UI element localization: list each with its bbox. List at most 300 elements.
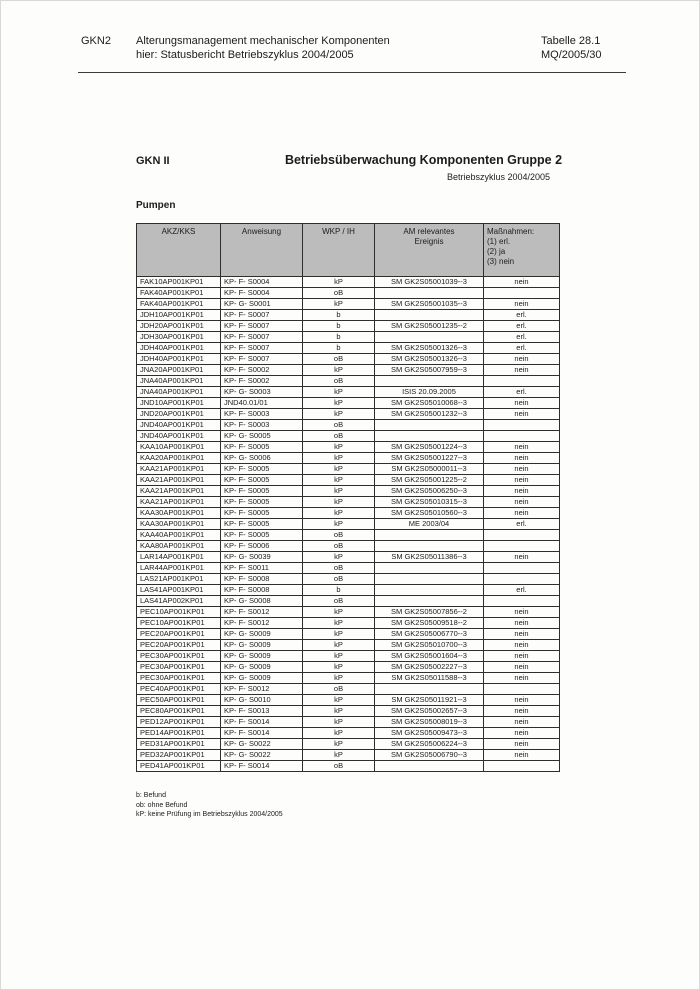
header-rule bbox=[78, 72, 626, 73]
cell-am-ereignis: SM GK2S05009473--3 bbox=[375, 728, 484, 739]
cell-wkp-ih: oB bbox=[303, 288, 375, 299]
table-row bbox=[137, 629, 560, 640]
cell-wkp-ih: oB bbox=[303, 574, 375, 585]
cell-anweisung: KP- F- S0003 bbox=[221, 409, 303, 420]
cell-akz-kks: KAA21AP001KP01 bbox=[137, 486, 221, 497]
pump-table-body bbox=[137, 277, 560, 772]
cell-akz-kks: LAS41AP002KP01 bbox=[137, 596, 221, 607]
cell-wkp-ih: kP bbox=[303, 409, 375, 420]
cell-massnahme: nein bbox=[484, 354, 560, 365]
cell-am-ereignis bbox=[375, 563, 484, 574]
cell-anweisung: KP- F- S0005 bbox=[221, 442, 303, 453]
cell-massnahme: nein bbox=[484, 739, 560, 750]
cell-akz-kks: PEC30AP001KP01 bbox=[137, 662, 221, 673]
header-massnahmen bbox=[484, 224, 560, 277]
cell-massnahme bbox=[484, 596, 560, 607]
cell-massnahme: nein bbox=[484, 299, 560, 310]
cell-massnahme: nein bbox=[484, 706, 560, 717]
header-massnahmen-line4: (3) nein bbox=[487, 257, 515, 266]
cell-am-ereignis: SM GK2S05009518--2 bbox=[375, 618, 484, 629]
table-row bbox=[137, 486, 560, 497]
table-row bbox=[137, 574, 560, 585]
cell-akz-kks: PEC10AP001KP01 bbox=[137, 607, 221, 618]
cell-am-ereignis bbox=[375, 585, 484, 596]
cell-massnahme bbox=[484, 431, 560, 442]
table-row bbox=[137, 321, 560, 332]
cell-wkp-ih: oB bbox=[303, 541, 375, 552]
cell-wkp-ih: oB bbox=[303, 563, 375, 574]
cell-akz-kks: LAS41AP001KP01 bbox=[137, 585, 221, 596]
cell-am-ereignis: SM GK2S05008019--3 bbox=[375, 717, 484, 728]
cell-anweisung: KP- F- S0007 bbox=[221, 343, 303, 354]
cell-akz-kks: PEC20AP001KP01 bbox=[137, 640, 221, 651]
doc-title-line1: Alterungsmanagement mechanischer Komponenten bbox=[136, 35, 390, 47]
cell-am-ereignis: SM GK2S05010315--3 bbox=[375, 497, 484, 508]
table-row bbox=[137, 585, 560, 596]
table-row bbox=[137, 695, 560, 706]
cell-am-ereignis: SM GK2S05001326--3 bbox=[375, 354, 484, 365]
cell-anweisung: KP- G- S0009 bbox=[221, 673, 303, 684]
cell-akz-kks: PED32AP001KP01 bbox=[137, 750, 221, 761]
cell-anweisung: KP- F- S0004 bbox=[221, 288, 303, 299]
cell-anweisung: KP- F- S0007 bbox=[221, 310, 303, 321]
header-anweisung: Anweisung bbox=[221, 224, 303, 277]
cell-massnahme: nein bbox=[484, 695, 560, 706]
cell-am-ereignis bbox=[375, 431, 484, 442]
cell-am-ereignis: SM GK2S05001224--3 bbox=[375, 442, 484, 453]
cell-akz-kks: KAA20AP001KP01 bbox=[137, 453, 221, 464]
cell-am-ereignis: SM GK2S05000011--3 bbox=[375, 464, 484, 475]
cell-massnahme: nein bbox=[484, 409, 560, 420]
header-massnahmen-line3: (2) ja bbox=[487, 247, 506, 256]
cell-anweisung: KP- G- S0006 bbox=[221, 453, 303, 464]
cell-am-ereignis bbox=[375, 288, 484, 299]
table-row bbox=[137, 508, 560, 519]
doc-code: GKN2 bbox=[81, 35, 111, 47]
cell-am-ereignis: SM GK2S05002227--3 bbox=[375, 662, 484, 673]
cell-anweisung: KP- F- S0007 bbox=[221, 354, 303, 365]
cell-akz-kks: JNA20AP001KP01 bbox=[137, 365, 221, 376]
cell-am-ereignis: SM GK2S05001227--3 bbox=[375, 453, 484, 464]
cell-wkp-ih: oB bbox=[303, 761, 375, 772]
table-ref: Tabelle 28.1 bbox=[541, 35, 601, 47]
cell-wkp-ih: kP bbox=[303, 739, 375, 750]
table-row bbox=[137, 728, 560, 739]
table-row bbox=[137, 618, 560, 629]
cell-akz-kks: KAA21AP001KP01 bbox=[137, 464, 221, 475]
cell-massnahme bbox=[484, 376, 560, 387]
cell-akz-kks: LAS21AP001KP01 bbox=[137, 574, 221, 585]
cell-am-ereignis: SM GK2S05006250--3 bbox=[375, 486, 484, 497]
cell-anweisung: KP- F- S0003 bbox=[221, 420, 303, 431]
footnote-b: b: Befund bbox=[136, 792, 166, 799]
cell-anweisung: KP- G- S0001 bbox=[221, 299, 303, 310]
table-row bbox=[137, 673, 560, 684]
cell-am-ereignis: SM GK2S05001035--3 bbox=[375, 299, 484, 310]
cell-akz-kks: LAR14AP001KP01 bbox=[137, 552, 221, 563]
footnote-kp: kP: keine Prüfung im Betriebszyklus 2004/2005 bbox=[136, 811, 283, 818]
cell-wkp-ih: b bbox=[303, 343, 375, 354]
cell-anweisung: KP- F- S0012 bbox=[221, 684, 303, 695]
table-row bbox=[137, 596, 560, 607]
table-row bbox=[137, 475, 560, 486]
cell-anweisung: KP- F- S0005 bbox=[221, 464, 303, 475]
header-massnahmen-line1: Maßnahmen: bbox=[487, 227, 535, 236]
table-row bbox=[137, 310, 560, 321]
cell-akz-kks: PEC40AP001KP01 bbox=[137, 684, 221, 695]
cell-massnahme: nein bbox=[484, 365, 560, 376]
header-row bbox=[137, 224, 560, 277]
cell-massnahme: erl. bbox=[484, 519, 560, 530]
table-row bbox=[137, 442, 560, 453]
cell-massnahme: erl. bbox=[484, 585, 560, 596]
footnote-ob: ob: ohne Befund bbox=[136, 801, 188, 809]
cell-anweisung: KP- F- S0014 bbox=[221, 761, 303, 772]
cell-wkp-ih: kP bbox=[303, 706, 375, 717]
cell-anweisung: KP- F- S0007 bbox=[221, 321, 303, 332]
cell-akz-kks: PEC20AP001KP01 bbox=[137, 629, 221, 640]
table-row bbox=[137, 739, 560, 750]
cell-akz-kks: JND40AP001KP01 bbox=[137, 431, 221, 442]
cell-massnahme: nein bbox=[484, 629, 560, 640]
cell-akz-kks: PEC30AP001KP01 bbox=[137, 651, 221, 662]
cell-massnahme bbox=[484, 530, 560, 541]
cell-massnahme: nein bbox=[484, 464, 560, 475]
table-row bbox=[137, 288, 560, 299]
cell-am-ereignis: SM GK2S05010560--3 bbox=[375, 508, 484, 519]
cell-am-ereignis bbox=[375, 530, 484, 541]
cell-anweisung: KP- G- S0008 bbox=[221, 596, 303, 607]
cell-anweisung: KP- F- S0005 bbox=[221, 497, 303, 508]
cell-akz-kks: JDH40AP001KP01 bbox=[137, 343, 221, 354]
table-row bbox=[137, 761, 560, 772]
cell-am-ereignis: SM GK2S05001039--3 bbox=[375, 277, 484, 288]
cell-wkp-ih: kP bbox=[303, 750, 375, 761]
cell-akz-kks: JNA40AP001KP01 bbox=[137, 376, 221, 387]
cell-am-ereignis: SM GK2S05010068--3 bbox=[375, 398, 484, 409]
header-akz-kks: AKZ/KKS bbox=[137, 224, 221, 277]
table-row bbox=[137, 519, 560, 530]
cell-wkp-ih: kP bbox=[303, 486, 375, 497]
cell-wkp-ih: b bbox=[303, 310, 375, 321]
footnotes bbox=[136, 791, 283, 820]
cell-massnahme bbox=[484, 288, 560, 299]
cell-wkp-ih: kP bbox=[303, 651, 375, 662]
cell-massnahme: nein bbox=[484, 442, 560, 453]
cell-massnahme: nein bbox=[484, 607, 560, 618]
cell-wkp-ih: kP bbox=[303, 519, 375, 530]
cell-anweisung: KP- G- S0009 bbox=[221, 651, 303, 662]
cell-akz-kks: FAK40AP001KP01 bbox=[137, 288, 221, 299]
cell-am-ereignis: ME 2003/04 bbox=[375, 519, 484, 530]
cell-wkp-ih: oB bbox=[303, 420, 375, 431]
cell-wkp-ih: kP bbox=[303, 398, 375, 409]
cell-am-ereignis bbox=[375, 332, 484, 343]
cell-wkp-ih: oB bbox=[303, 530, 375, 541]
cell-wkp-ih: kP bbox=[303, 464, 375, 475]
cell-akz-kks: PED31AP001KP01 bbox=[137, 739, 221, 750]
cell-anweisung: KP- G- S0005 bbox=[221, 431, 303, 442]
table-row bbox=[137, 552, 560, 563]
cell-anweisung: KP- F- S0005 bbox=[221, 508, 303, 519]
cell-massnahme: nein bbox=[484, 453, 560, 464]
cell-anweisung: KP- F- S0006 bbox=[221, 541, 303, 552]
cell-wkp-ih: kP bbox=[303, 365, 375, 376]
table-row bbox=[137, 684, 560, 695]
cell-wkp-ih: kP bbox=[303, 629, 375, 640]
cell-am-ereignis: SM GK2S05011386--3 bbox=[375, 552, 484, 563]
header-am-ereignis bbox=[375, 224, 484, 277]
cell-am-ereignis: SM GK2S05011588--3 bbox=[375, 673, 484, 684]
cell-massnahme: nein bbox=[484, 651, 560, 662]
cell-wkp-ih: oB bbox=[303, 684, 375, 695]
cell-massnahme bbox=[484, 761, 560, 772]
table-row bbox=[137, 640, 560, 651]
cell-anweisung: KP- F- S0011 bbox=[221, 563, 303, 574]
section-label-pumpen: Pumpen bbox=[136, 200, 176, 211]
cell-akz-kks: FAK10AP001KP01 bbox=[137, 277, 221, 288]
cell-am-ereignis: SM GK2S05001225--2 bbox=[375, 475, 484, 486]
header-am-line1: AM relevantes bbox=[403, 227, 455, 236]
cell-massnahme bbox=[484, 420, 560, 431]
cell-massnahme: nein bbox=[484, 277, 560, 288]
cell-massnahme: nein bbox=[484, 508, 560, 519]
cell-akz-kks: JND20AP001KP01 bbox=[137, 409, 221, 420]
table-row bbox=[137, 563, 560, 574]
table-row bbox=[137, 497, 560, 508]
plant-name: GKN II bbox=[136, 155, 170, 167]
cell-massnahme: nein bbox=[484, 475, 560, 486]
cell-massnahme: nein bbox=[484, 728, 560, 739]
cell-wkp-ih: b bbox=[303, 332, 375, 343]
table-row bbox=[137, 398, 560, 409]
cell-wkp-ih: kP bbox=[303, 618, 375, 629]
cell-massnahme: nein bbox=[484, 552, 560, 563]
table-row bbox=[137, 706, 560, 717]
header-massnahmen-line2: (1) erl. bbox=[487, 237, 511, 246]
cell-anweisung: KP- G- S0022 bbox=[221, 739, 303, 750]
cell-akz-kks: LAR44AP001KP01 bbox=[137, 563, 221, 574]
cell-am-ereignis bbox=[375, 596, 484, 607]
cell-wkp-ih: kP bbox=[303, 728, 375, 739]
table-row bbox=[137, 431, 560, 442]
cell-anweisung: KP- F- S0012 bbox=[221, 607, 303, 618]
table-row bbox=[137, 354, 560, 365]
cell-anweisung: KP- G- S0003 bbox=[221, 387, 303, 398]
doc-title-line2: hier: Statusbericht Betriebszyklus 2004/2005 bbox=[136, 49, 354, 61]
cell-akz-kks: FAK40AP001KP01 bbox=[137, 299, 221, 310]
cell-wkp-ih: kP bbox=[303, 717, 375, 728]
cell-wkp-ih: kP bbox=[303, 299, 375, 310]
cell-akz-kks: PED41AP001KP01 bbox=[137, 761, 221, 772]
cell-am-ereignis: SM GK2S05001604--3 bbox=[375, 651, 484, 662]
cell-am-ereignis bbox=[375, 761, 484, 772]
cell-am-ereignis bbox=[375, 376, 484, 387]
cell-anweisung: JND40.01/01 bbox=[221, 398, 303, 409]
cell-massnahme: erl. bbox=[484, 310, 560, 321]
cell-am-ereignis: SM GK2S05006770--3 bbox=[375, 629, 484, 640]
cell-massnahme bbox=[484, 563, 560, 574]
cell-massnahme: nein bbox=[484, 662, 560, 673]
cell-anweisung: KP- F- S0002 bbox=[221, 365, 303, 376]
table-row bbox=[137, 651, 560, 662]
cell-akz-kks: JDH10AP001KP01 bbox=[137, 310, 221, 321]
cell-am-ereignis: SM GK2S05011921--3 bbox=[375, 695, 484, 706]
cell-wkp-ih: kP bbox=[303, 662, 375, 673]
cell-massnahme: erl. bbox=[484, 332, 560, 343]
table-row bbox=[137, 409, 560, 420]
cell-anweisung: KP- F- S0013 bbox=[221, 706, 303, 717]
table-row bbox=[137, 332, 560, 343]
cell-massnahme: erl. bbox=[484, 387, 560, 398]
cell-akz-kks: JNA40AP001KP01 bbox=[137, 387, 221, 398]
cell-am-ereignis bbox=[375, 310, 484, 321]
cell-am-ereignis: SM GK2S05006790--3 bbox=[375, 750, 484, 761]
cell-am-ereignis bbox=[375, 684, 484, 695]
table-row bbox=[137, 277, 560, 288]
cell-wkp-ih: kP bbox=[303, 695, 375, 706]
cell-am-ereignis: SM GK2S05002657--3 bbox=[375, 706, 484, 717]
doc-ref: MQ/2005/30 bbox=[541, 49, 602, 61]
cell-massnahme: nein bbox=[484, 673, 560, 684]
cell-anweisung: KP- F- S0005 bbox=[221, 530, 303, 541]
cell-anweisung: KP- F- S0005 bbox=[221, 486, 303, 497]
cell-akz-kks: PED14AP001KP01 bbox=[137, 728, 221, 739]
cell-akz-kks: KAA21AP001KP01 bbox=[137, 497, 221, 508]
cell-anweisung: KP- F- S0014 bbox=[221, 728, 303, 739]
cell-anweisung: KP- G- S0009 bbox=[221, 662, 303, 673]
cell-anweisung: KP- F- S0004 bbox=[221, 277, 303, 288]
cell-wkp-ih: kP bbox=[303, 607, 375, 618]
cell-akz-kks: PEC50AP001KP01 bbox=[137, 695, 221, 706]
table-row bbox=[137, 420, 560, 431]
cell-anweisung: KP- F- S0014 bbox=[221, 717, 303, 728]
cell-massnahme: nein bbox=[484, 750, 560, 761]
cell-anweisung: KP- F- S0012 bbox=[221, 618, 303, 629]
cell-massnahme: nein bbox=[484, 486, 560, 497]
cell-massnahme bbox=[484, 541, 560, 552]
table-row bbox=[137, 662, 560, 673]
cell-wkp-ih: oB bbox=[303, 354, 375, 365]
cell-massnahme: nein bbox=[484, 497, 560, 508]
doc-title-block bbox=[136, 34, 541, 62]
cell-wkp-ih: kP bbox=[303, 387, 375, 398]
cell-akz-kks: JDH30AP001KP01 bbox=[137, 332, 221, 343]
cell-akz-kks: PEC80AP001KP01 bbox=[137, 706, 221, 717]
cell-akz-kks: KAA30AP001KP01 bbox=[137, 519, 221, 530]
cell-am-ereignis: SM GK2S05001232--3 bbox=[375, 409, 484, 420]
cell-am-ereignis: SM GK2S05006224--3 bbox=[375, 739, 484, 750]
cell-anweisung: KP- G- S0010 bbox=[221, 695, 303, 706]
table-row bbox=[137, 607, 560, 618]
cell-wkp-ih: kP bbox=[303, 640, 375, 651]
cell-wkp-ih: kP bbox=[303, 673, 375, 684]
cell-akz-kks: KAA21AP001KP01 bbox=[137, 475, 221, 486]
cell-massnahme: nein bbox=[484, 618, 560, 629]
cell-massnahme: nein bbox=[484, 717, 560, 728]
cell-wkp-ih: kP bbox=[303, 475, 375, 486]
table-row bbox=[137, 717, 560, 728]
cell-am-ereignis bbox=[375, 420, 484, 431]
cell-am-ereignis: SM GK2S05001235--2 bbox=[375, 321, 484, 332]
table-row bbox=[137, 343, 560, 354]
cell-akz-kks: KAA80AP001KP01 bbox=[137, 541, 221, 552]
cell-massnahme: nein bbox=[484, 398, 560, 409]
cell-am-ereignis: ISIS 20.09.2005 bbox=[375, 387, 484, 398]
page-header bbox=[81, 34, 627, 62]
cell-akz-kks: JDH40AP001KP01 bbox=[137, 354, 221, 365]
cell-anweisung: KP- F- S0002 bbox=[221, 376, 303, 387]
cell-anweisung: KP- F- S0008 bbox=[221, 585, 303, 596]
header-wkp-ih: WKP / IH bbox=[303, 224, 375, 277]
cell-wkp-ih: kP bbox=[303, 497, 375, 508]
table-row bbox=[137, 387, 560, 398]
cell-akz-kks: JND10AP001KP01 bbox=[137, 398, 221, 409]
cell-wkp-ih: b bbox=[303, 585, 375, 596]
cell-akz-kks: KAA40AP001KP01 bbox=[137, 530, 221, 541]
cell-wkp-ih: kP bbox=[303, 508, 375, 519]
cell-massnahme: nein bbox=[484, 640, 560, 651]
cell-anweisung: KP- F- S0005 bbox=[221, 519, 303, 530]
pump-table-head bbox=[137, 224, 560, 277]
table-row bbox=[137, 541, 560, 552]
cell-akz-kks: KAA10AP001KP01 bbox=[137, 442, 221, 453]
table-row bbox=[137, 530, 560, 541]
table-row bbox=[137, 453, 560, 464]
cell-am-ereignis: SM GK2S05007856--2 bbox=[375, 607, 484, 618]
pump-table bbox=[136, 223, 560, 772]
cell-anweisung: KP- F- S0007 bbox=[221, 332, 303, 343]
cell-wkp-ih: kP bbox=[303, 552, 375, 563]
cell-wkp-ih: b bbox=[303, 321, 375, 332]
table-row bbox=[137, 376, 560, 387]
cell-wkp-ih: kP bbox=[303, 453, 375, 464]
report-title: Betriebsüberwachung Komponenten Gruppe 2 bbox=[284, 153, 563, 167]
report-subtitle: Betriebszyklus 2004/2005 bbox=[446, 172, 551, 182]
cell-wkp-ih: oB bbox=[303, 431, 375, 442]
table-row bbox=[137, 464, 560, 475]
cell-akz-kks: PEC30AP001KP01 bbox=[137, 673, 221, 684]
cell-massnahme: erl. bbox=[484, 321, 560, 332]
cell-anweisung: KP- G- S0022 bbox=[221, 750, 303, 761]
cell-anweisung: KP- G- S0039 bbox=[221, 552, 303, 563]
cell-akz-kks: PED12AP001KP01 bbox=[137, 717, 221, 728]
cell-massnahme bbox=[484, 684, 560, 695]
cell-akz-kks: KAA30AP001KP01 bbox=[137, 508, 221, 519]
cell-am-ereignis bbox=[375, 574, 484, 585]
table-row bbox=[137, 299, 560, 310]
cell-wkp-ih: kP bbox=[303, 277, 375, 288]
cell-anweisung: KP- F- S0008 bbox=[221, 574, 303, 585]
doc-ref-block bbox=[541, 34, 627, 62]
cell-akz-kks: JND40AP001KP01 bbox=[137, 420, 221, 431]
cell-akz-kks: JDH20AP001KP01 bbox=[137, 321, 221, 332]
cell-akz-kks: PEC10AP001KP01 bbox=[137, 618, 221, 629]
cell-anweisung: KP- F- S0005 bbox=[221, 475, 303, 486]
cell-am-ereignis: SM GK2S05001326--3 bbox=[375, 343, 484, 354]
cell-wkp-ih: oB bbox=[303, 376, 375, 387]
cell-wkp-ih: oB bbox=[303, 596, 375, 607]
cell-wkp-ih: kP bbox=[303, 442, 375, 453]
table-row bbox=[137, 365, 560, 376]
cell-massnahme bbox=[484, 574, 560, 585]
cell-am-ereignis: SM GK2S05007959--3 bbox=[375, 365, 484, 376]
cell-anweisung: KP- G- S0009 bbox=[221, 629, 303, 640]
cell-anweisung: KP- G- S0009 bbox=[221, 640, 303, 651]
cell-massnahme: erl. bbox=[484, 343, 560, 354]
cell-am-ereignis: SM GK2S05010700--3 bbox=[375, 640, 484, 651]
cell-am-ereignis bbox=[375, 541, 484, 552]
